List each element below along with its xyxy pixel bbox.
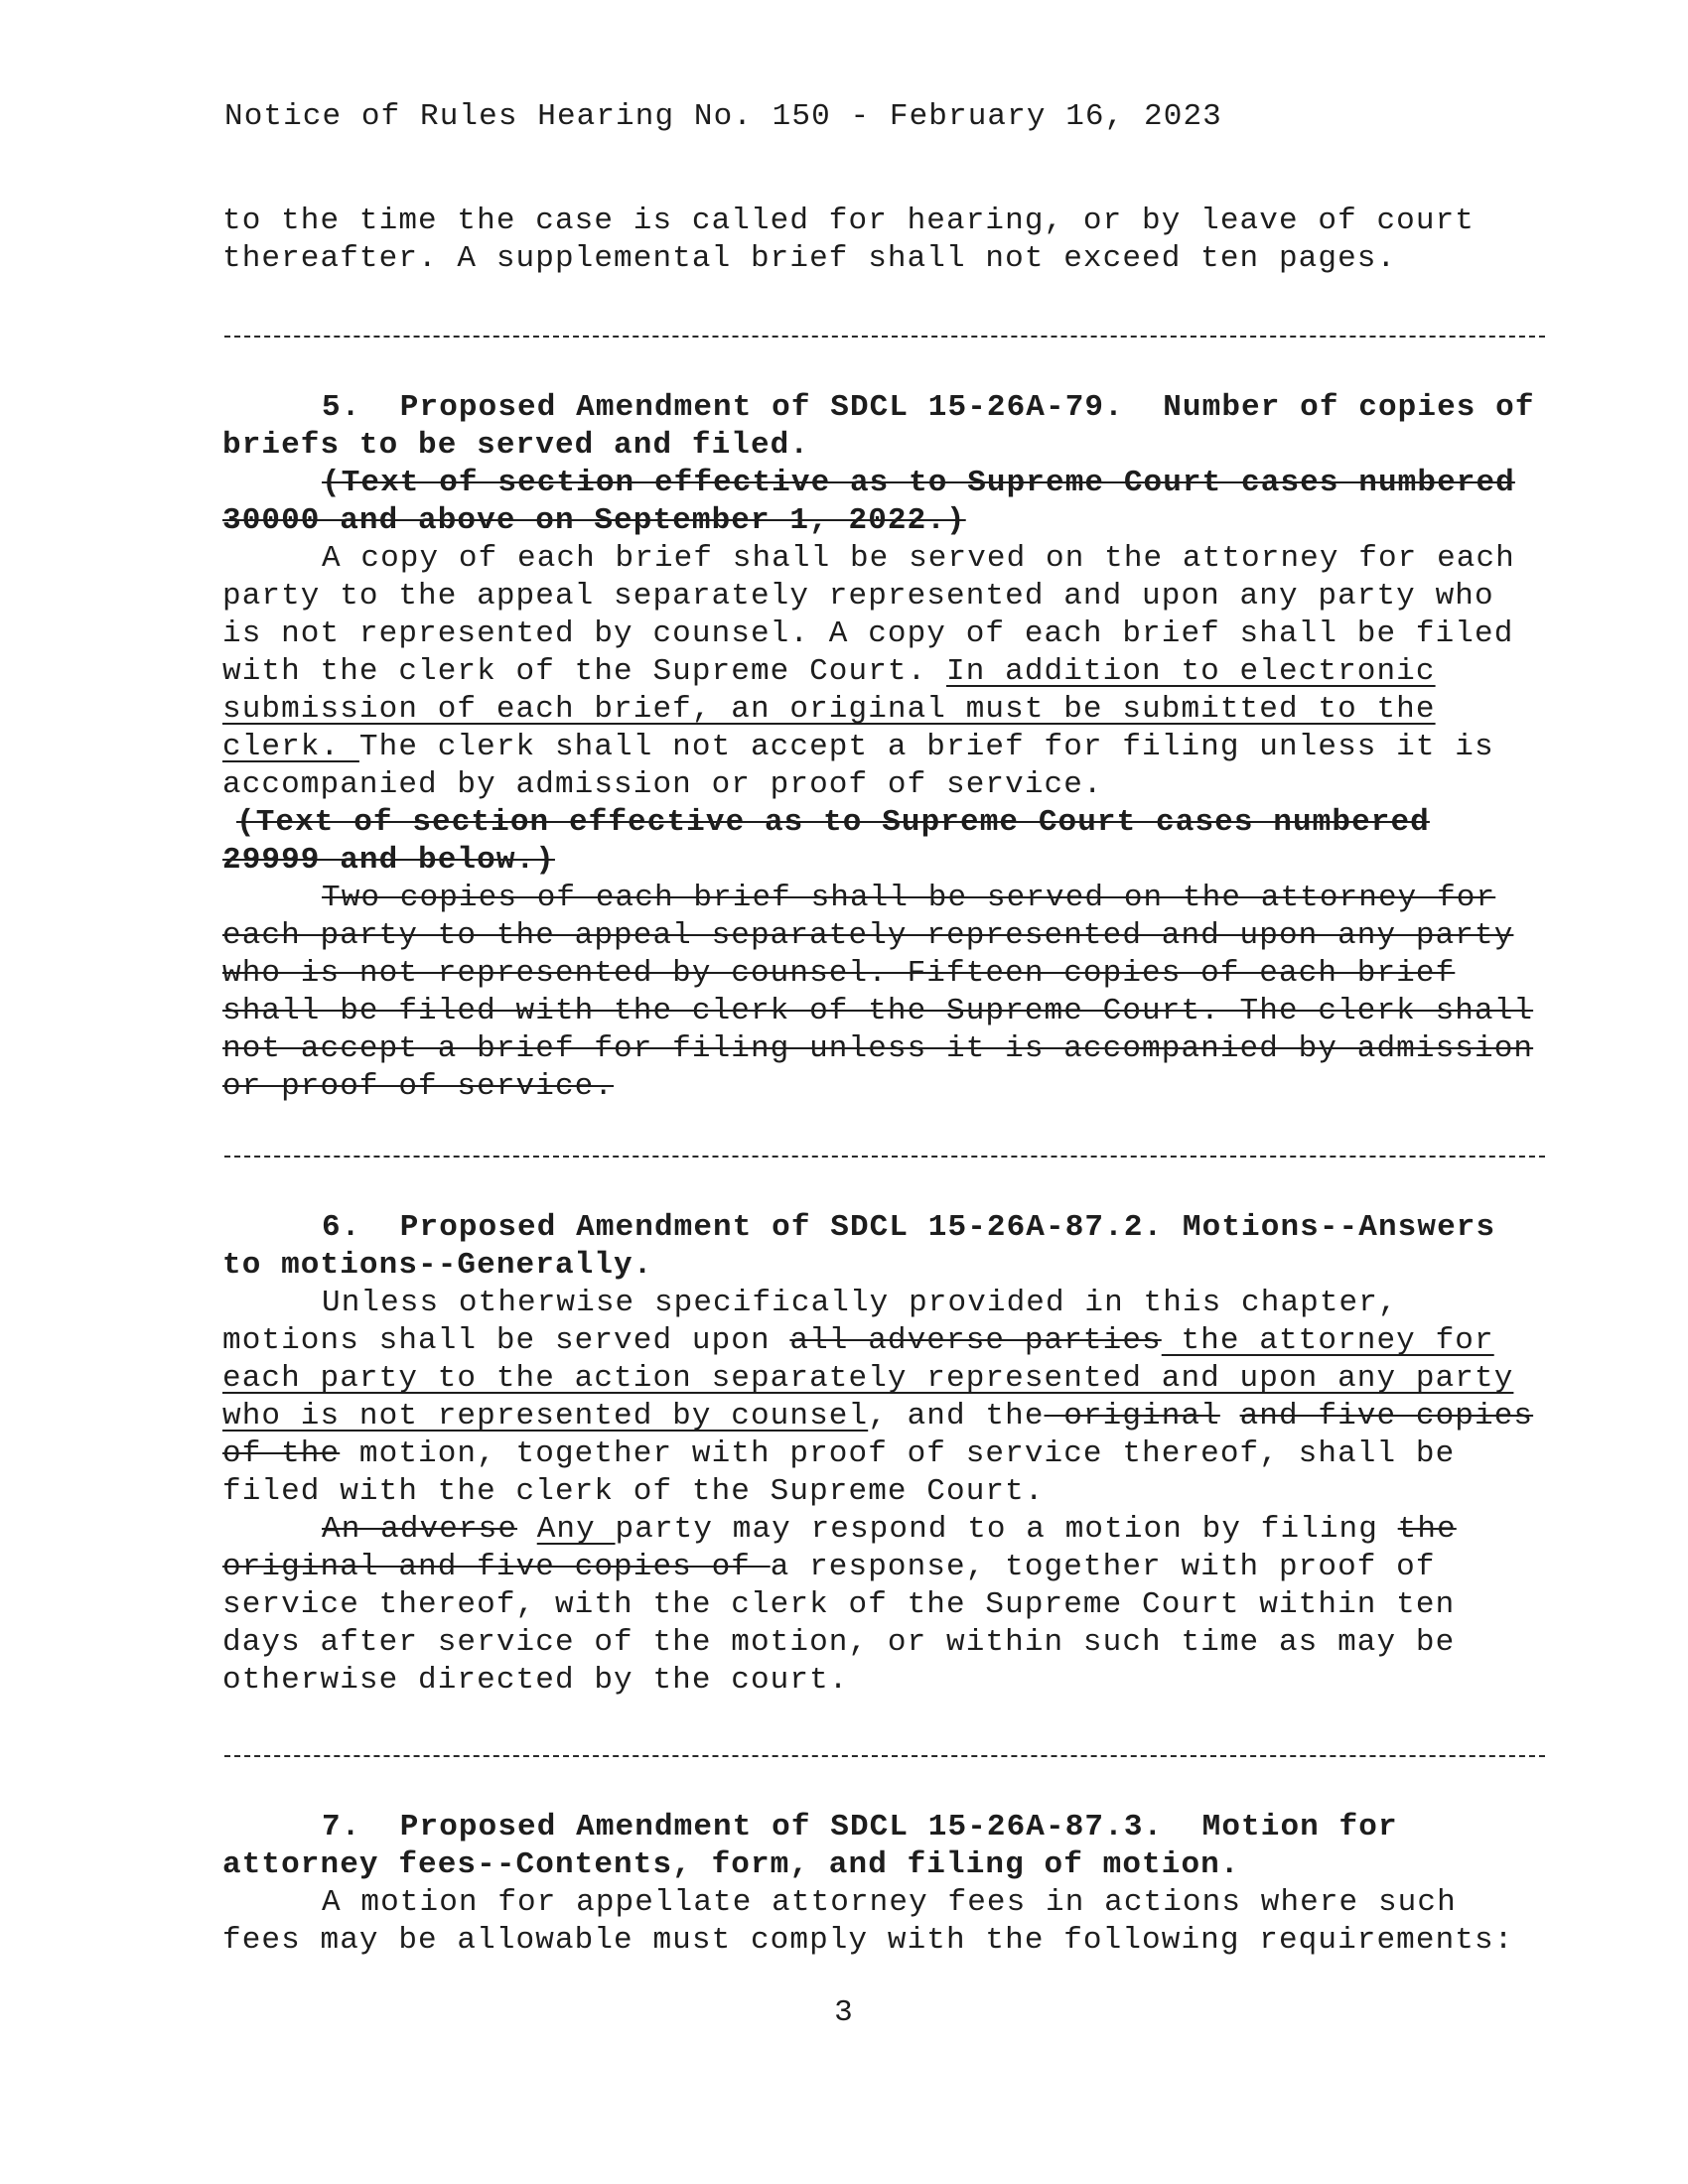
text-line: accompanied by admission or proof of service. (222, 767, 1103, 802)
text-line: thereafter. A supplemental brief shall not exceed ten pages. (222, 241, 1397, 276)
text-line: each party to the action separately represented and upon any party (222, 1361, 1514, 1396)
text-line: submission of each brief, an original must be submitted to the (222, 692, 1436, 727)
page-header: Notice of Rules Hearing No. 150 - February 16, 2023 (224, 99, 1222, 134)
text-line: of the motion, together with proof of service thereof, shall be (222, 1436, 1456, 1471)
text-line: with the clerk of the Supreme Court. In addition to electronic (222, 654, 1436, 689)
struck-section-note: (Text of section effective as to Supreme Court cases numbered (236, 805, 1430, 840)
section-6-heading: to motions--Generally. (222, 1248, 653, 1283)
text-line: A copy of each brief shall be served on the attorney for each (322, 541, 1515, 576)
struck-text-line: not accept a brief for filing unless it is accompanied by admission (222, 1031, 1534, 1066)
section-5-heading: 5. Proposed Amendment of SDCL 15-26A-79. Number of copies of (322, 390, 1535, 425)
text-line: party to the appeal separately represented and upon any party who (222, 579, 1494, 614)
struck-section-note: (Text of section effective as to Supreme Court cases numbered (322, 466, 1515, 500)
struck-section-note: 29999 and below.) (222, 843, 555, 878)
struck-text-line: or proof of service. (222, 1069, 615, 1104)
text-line: A motion for appellate attorney fees in actions where such (322, 1885, 1457, 1920)
section-7-heading: 7. Proposed Amendment of SDCL 15-26A-87.3. Motion for (322, 1810, 1398, 1844)
text-line: filed with the clerk of the Supreme Court. (222, 1474, 1045, 1509)
page-number: 3 (834, 1995, 854, 2030)
section-6-heading: 6. Proposed Amendment of SDCL 15-26A-87.2. Motions--Answers (322, 1210, 1496, 1245)
section-5-heading: briefs to be served and filed. (222, 428, 810, 463)
struck-text-line: shall be filed with the clerk of the Supreme Court. The clerk shall (222, 994, 1534, 1028)
section-separator (224, 1156, 1545, 1158)
struck-section-note: 30000 and above on September 1, 2022.) (222, 503, 966, 538)
text-line: original and five copies of a response, together with proof of (222, 1550, 1436, 1584)
section-7-heading: attorney fees--Contents, form, and filing of motion. (222, 1847, 1240, 1882)
section-separator (224, 336, 1545, 338)
struck-text-line: who is not represented by counsel. Fifteen copies of each brief (222, 956, 1456, 991)
text-line: clerk. The clerk shall not accept a brief for filing unless it is (222, 730, 1494, 764)
text-line: otherwise directed by the court. (222, 1663, 849, 1698)
text-line: days after service of the motion, or within such time as may be (222, 1625, 1456, 1660)
text-line: service thereof, with the clerk of the Supreme Court within ten (222, 1587, 1456, 1622)
struck-text-line: Two copies of each brief shall be served on the attorney for (322, 881, 1496, 915)
struck-text-line: each party to the appeal separately represented and upon any party (222, 918, 1514, 953)
text-line: motions shall be served upon all adverse parties the attorney for (222, 1323, 1494, 1358)
text-line: An adverse Any party may respond to a motion by filing the (322, 1512, 1457, 1547)
text-line: to the time the case is called for hearing, or by leave of court (222, 204, 1475, 238)
text-line: Unless otherwise specifically provided in this chapter, (322, 1286, 1398, 1320)
text-line: who is not represented by counsel, and the original and five copies (222, 1399, 1534, 1433)
section-separator (224, 1755, 1545, 1757)
text-line: is not represented by counsel. A copy of each brief shall be filed (222, 616, 1514, 651)
text-line: fees may be allowable must comply with the following requirements: (222, 1923, 1514, 1958)
